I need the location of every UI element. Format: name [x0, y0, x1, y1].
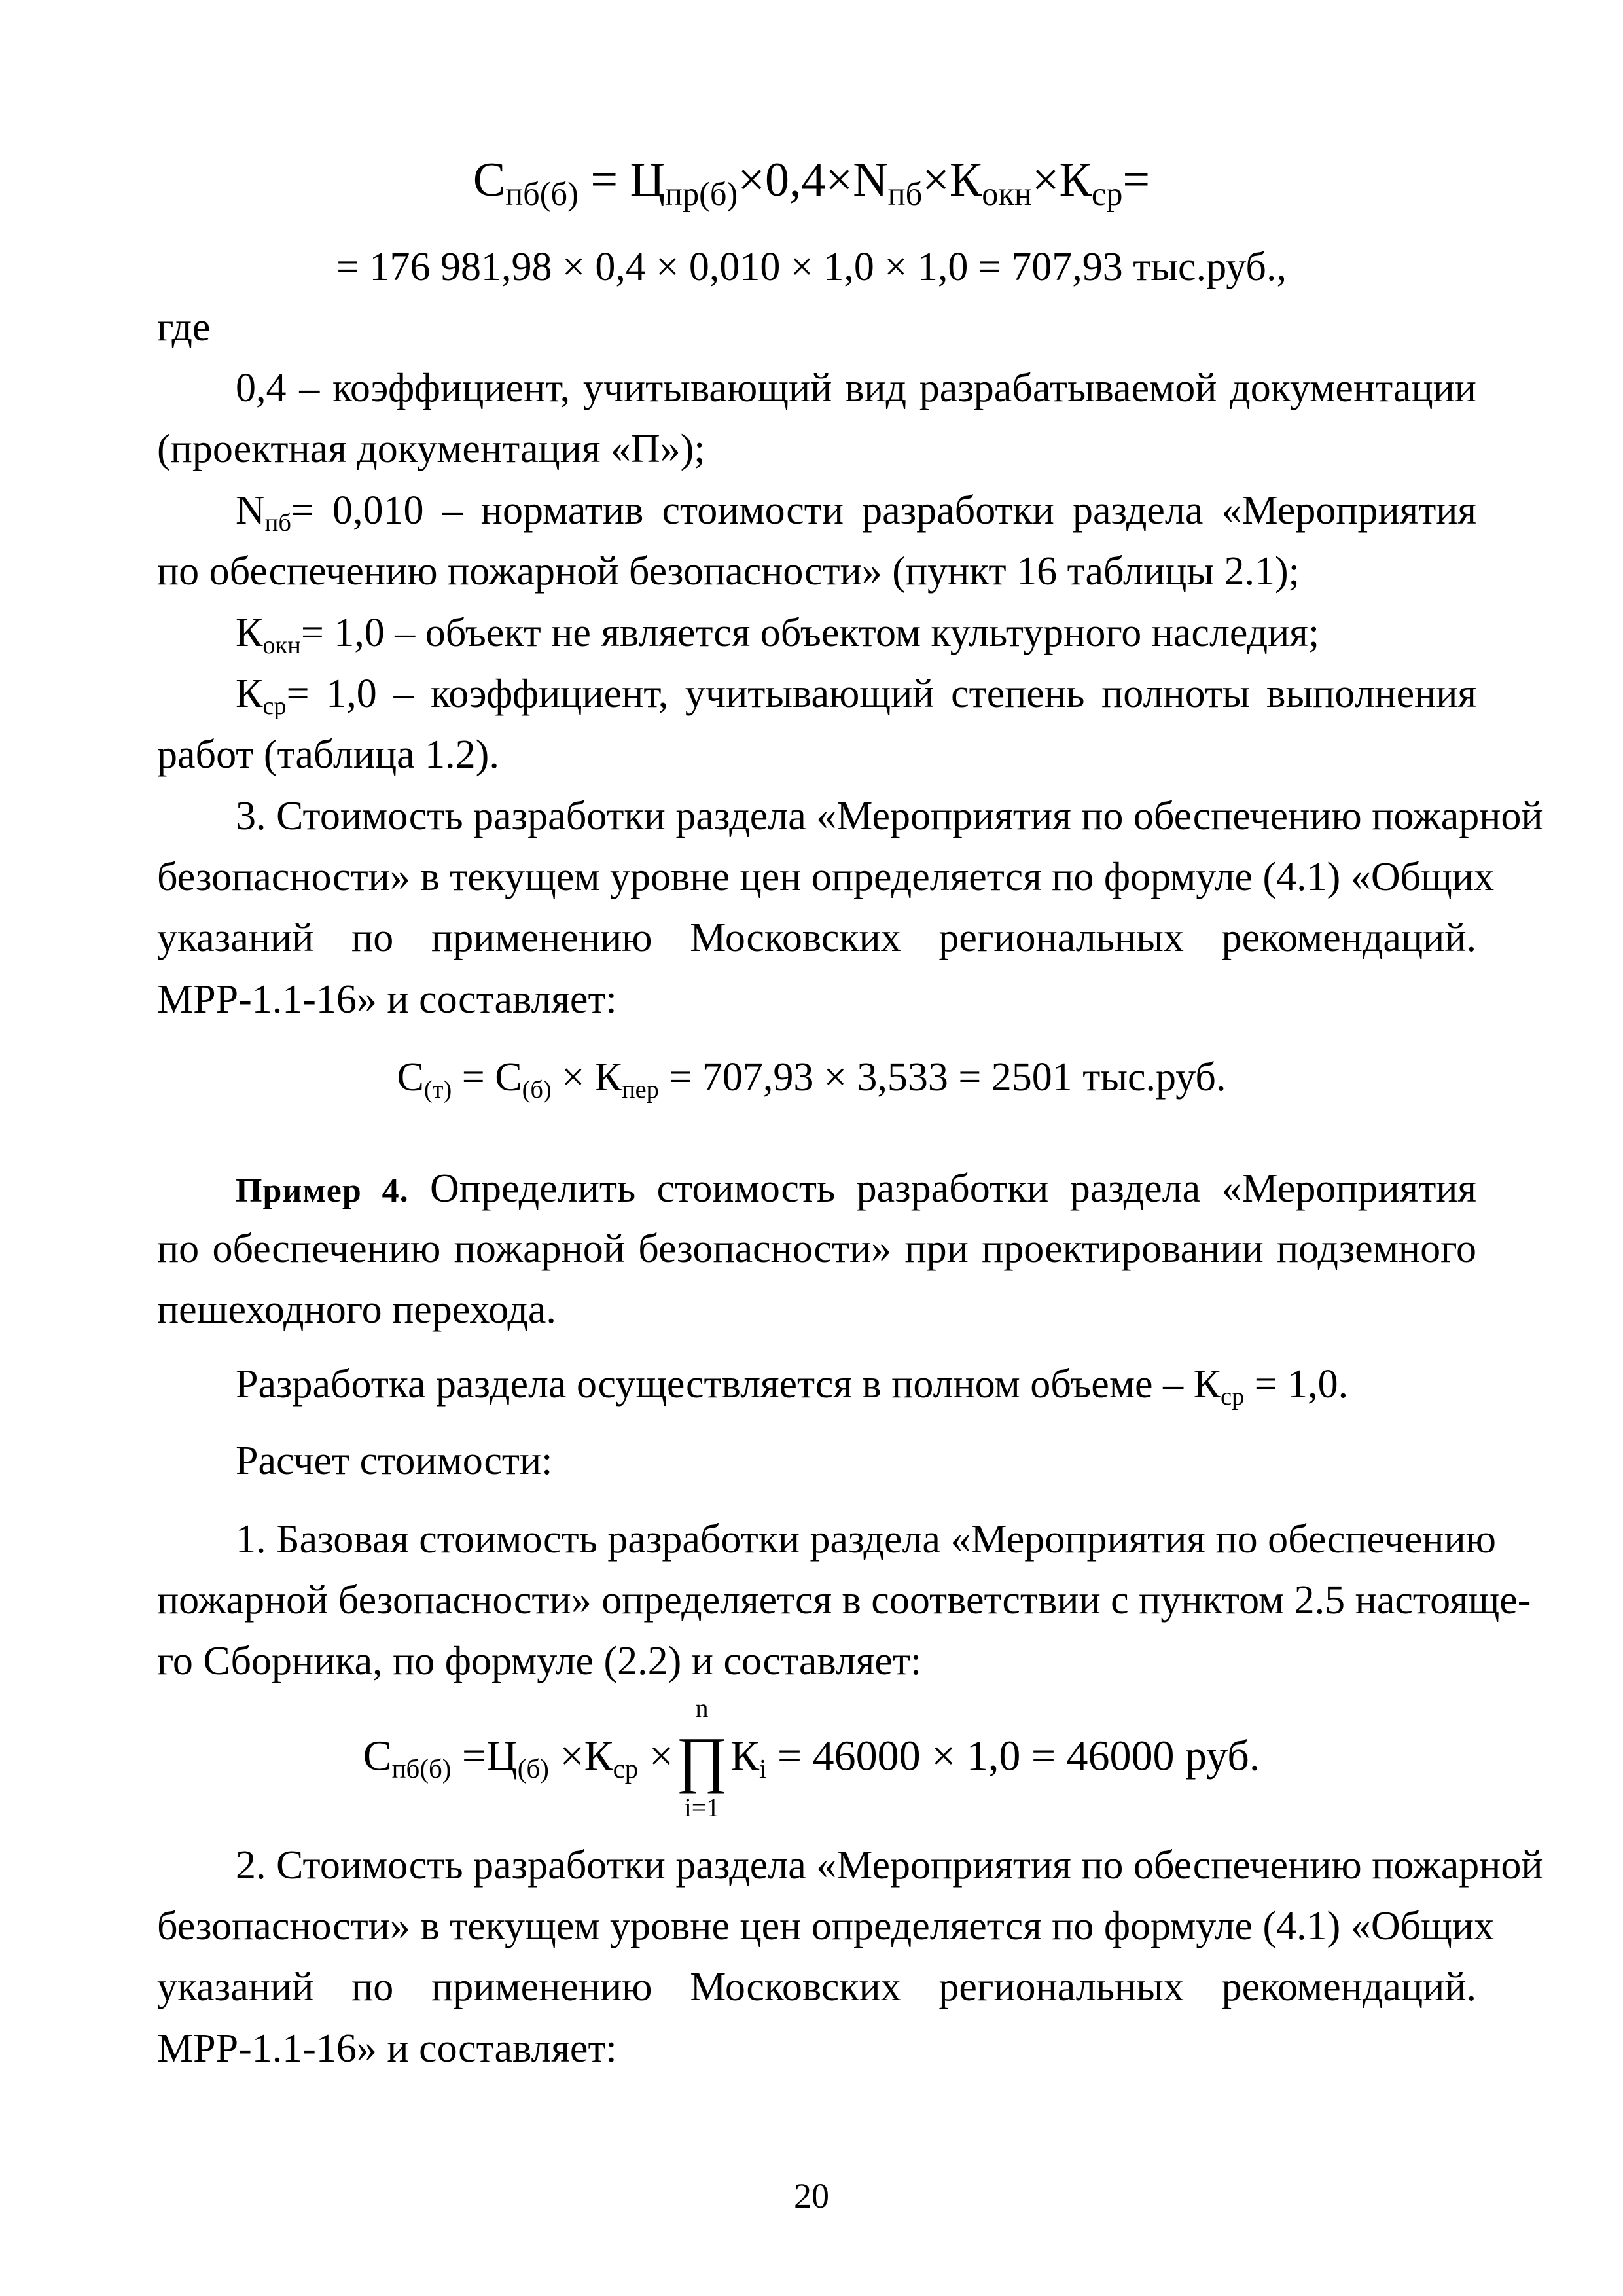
example-4-line: по обеспечению пожарной безопасности» при проектировании подземного	[157, 1227, 1476, 1271]
definition-npb	[236, 484, 1476, 537]
formula-operator: =	[1122, 153, 1150, 207]
formula-subscript: (б)	[517, 1754, 549, 1784]
definition-ksr-cont: работ (таблица 1.2).	[157, 732, 499, 777]
definition-kokn	[236, 607, 1319, 659]
product-operator	[675, 1693, 728, 1822]
paragraph-2-line: указаний по применению Московских региональных рекомендаций.	[157, 1965, 1476, 2009]
definition-ksr	[236, 668, 1476, 720]
formula-symbol: ×К	[548, 1732, 613, 1780]
symbol: N	[236, 488, 265, 533]
formula-symbol: К	[1059, 153, 1092, 207]
product-lower-limit: i=1	[684, 1793, 720, 1822]
example-text: Определить стоимость разработки раздела «Мероприятия	[430, 1166, 1476, 1211]
formula-subscript: пб(б)	[505, 175, 579, 213]
formula-current-cost	[0, 1051, 1623, 1103]
formula-symbol: К	[949, 153, 982, 207]
definition-coefficient: 0,4 – коэффициент, учитывающий вид разрабатываемой документации	[236, 366, 1476, 410]
formula-symbol: С	[397, 1055, 424, 1100]
paragraph-2-line: 2. Стоимость разработки раздела «Мероприятия по обеспечению пожарной	[236, 1843, 1543, 1888]
symbol: К	[236, 611, 263, 655]
paragraph-2-line: безопасности» в текущем уровне цен определяется по формуле (4.1) «Общих	[157, 1904, 1495, 1948]
formula-operator: ×	[922, 153, 950, 207]
formula-operator: ×	[1031, 153, 1060, 207]
formula-subscript: ср	[613, 1754, 639, 1784]
paragraph-3-line: МРР-1.1-16» и составляет:	[157, 977, 617, 1022]
formula-subscript: ср	[1091, 175, 1123, 213]
formula-subscript: (т)	[423, 1075, 452, 1103]
calculation-heading: Расчет стоимости:	[236, 1439, 553, 1483]
formula-symbol: × К	[551, 1055, 622, 1100]
scope-text: Разработка раздела осуществляется в полном объеме – К	[236, 1362, 1221, 1407]
formula-symbol: С	[473, 153, 506, 207]
paragraph-3-line: 3. Стоимость разработки раздела «Мероприятия по обеспечению пожарной	[236, 794, 1543, 838]
definition-text: = 1,0 – объект не является объектом культурного наследия;	[300, 611, 1320, 655]
example-4-heading	[236, 1162, 1476, 1217]
symbol: К	[236, 672, 263, 716]
paragraph-1-line: го Сборника, по формуле (2.2) и составляет:	[157, 1639, 922, 1683]
formula-symbol: С	[363, 1732, 392, 1780]
paragraph-3-line: указаний по применению Московских региональных рекомендаций.	[157, 916, 1476, 960]
paragraph-2-line: МРР-1.1-16» и составляет:	[157, 2026, 617, 2071]
formula-subscript: i	[759, 1754, 767, 1784]
paragraph-1-line: 1. Базовая стоимость разработки раздела «Мероприятия по обеспечению	[236, 1517, 1496, 1562]
formula-subscript: пр(б)	[665, 175, 738, 213]
formula-symbol: Ц	[630, 153, 666, 207]
formula-result: = 46000 × 1,0 = 46000 руб.	[766, 1732, 1260, 1780]
formula-subscript: пб(б)	[391, 1754, 452, 1784]
subscript: окн	[262, 631, 301, 659]
formula-operator: ×	[638, 1732, 673, 1780]
subscript: пб	[264, 509, 291, 537]
scope-statement	[236, 1358, 1348, 1410]
page-number: 20	[794, 2176, 829, 2215]
where-label: где	[157, 305, 211, 350]
formula-subscript: (б)	[522, 1075, 552, 1103]
product-upper-limit: n	[695, 1693, 709, 1723]
formula-cost-base	[0, 153, 1623, 213]
example-4-line: пешеходного перехода.	[157, 1287, 556, 1332]
formula-base-cost-product	[0, 1693, 1623, 1822]
formula-symbol: =Ц	[451, 1732, 518, 1780]
definition-text: = 0,010 – норматив стоимости разработки раздела «Мероприятия	[291, 488, 1476, 533]
paragraph-3-line: безопасности» в текущем уровне цен определяется по формуле (4.1) «Общих	[157, 855, 1495, 899]
formula-operator: ×0,4×	[738, 153, 853, 207]
formula-symbol: = С	[452, 1055, 522, 1100]
paragraph-1-line: пожарной безопасности» определяется в соответствии с пунктом 2.5 настояще-	[157, 1578, 1531, 1623]
formula-operator: =	[590, 153, 618, 207]
definition-text: = 1,0 – коэффициент, учитывающий степень полноты выполнения	[286, 672, 1476, 716]
definition-npb-cont: по обеспечению пожарной безопасности» (пункт 16 таблицы 2.1);	[157, 549, 1300, 594]
formula-cost-base-computation: = 176 981,98 × 0,4 × 0,010 × 1,0 × 1,0 = 707,93 тыс.руб.,	[336, 245, 1287, 289]
subscript: ср	[1220, 1382, 1245, 1410]
formula-symbol: К	[730, 1732, 759, 1780]
formula-subscript: окн	[982, 175, 1032, 213]
formula-symbol: N	[853, 153, 888, 207]
formula-subscript: пер	[622, 1075, 659, 1103]
definition-coefficient-cont: (проектная документация «П»);	[157, 427, 705, 471]
product-sign: ∏	[675, 1724, 728, 1794]
subscript: ср	[262, 692, 287, 720]
scope-value: = 1,0.	[1244, 1362, 1349, 1407]
formula-result: = 707,93 × 3,533 = 2501 тыс.руб.	[658, 1055, 1226, 1100]
example-label: Пример 4.	[236, 1172, 409, 1210]
formula-subscript: пб	[887, 175, 923, 213]
